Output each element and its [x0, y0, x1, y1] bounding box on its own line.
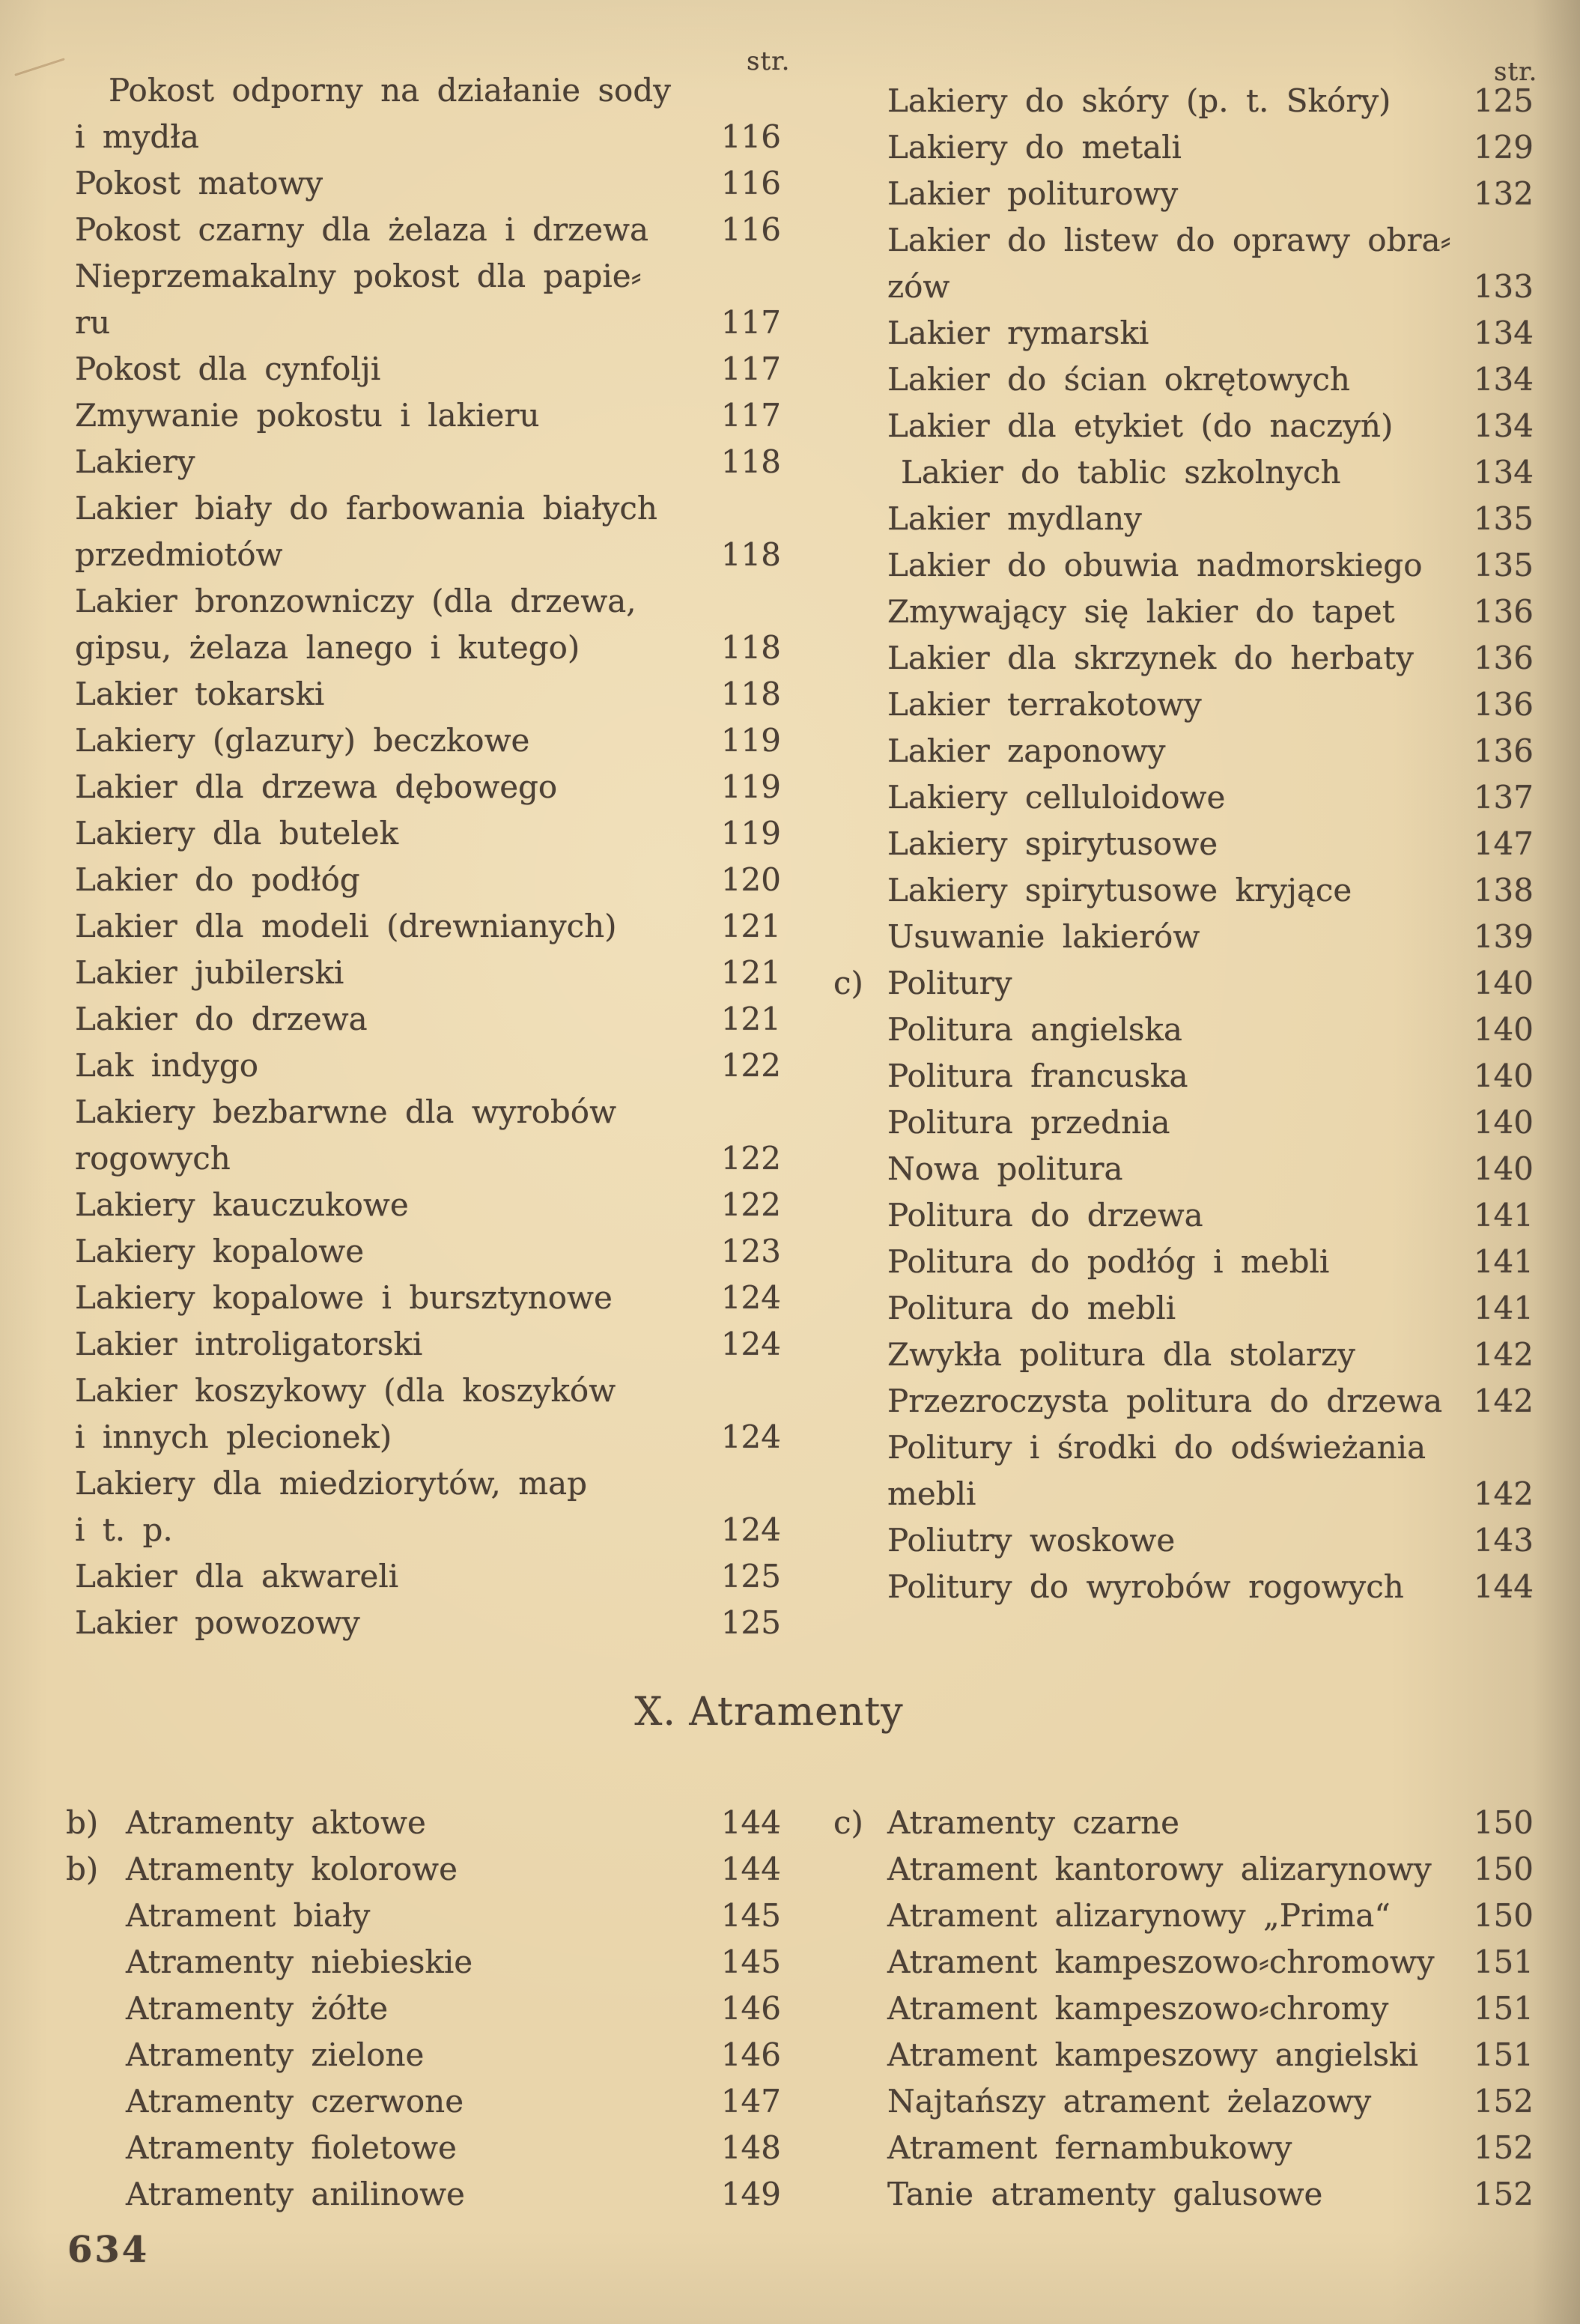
toc-entry-line — [75, 392, 781, 439]
entry-page-number: 140 — [1473, 1104, 1534, 1141]
entry-page-number: 147 — [1473, 825, 1534, 862]
entry-text: Lakier do ścian okrętowych — [887, 361, 1350, 398]
entry-page-number: 145 — [720, 1897, 781, 1934]
toc-entry-line — [833, 2032, 1534, 2078]
entry-text: Lakiery kauczukowe — [75, 1186, 409, 1223]
entry-text: Atrament biały — [126, 1897, 371, 1934]
entry-page-number: 116 — [720, 165, 781, 201]
entry-text: Lakier koszykowy (dla koszyków — [75, 1372, 616, 1409]
paper-scratch-mark — [14, 58, 65, 76]
entry-page-number: 145 — [720, 1944, 781, 1980]
toc-entry-line — [75, 1321, 781, 1368]
toc-entry-line — [75, 1553, 781, 1600]
toc-entry-line — [66, 1800, 781, 1846]
entry-page-number: 138 — [1473, 872, 1534, 908]
entry-text: Lakiery do metali — [887, 129, 1182, 166]
toc-entry-line — [833, 1285, 1534, 1332]
toc-entry-line — [833, 635, 1534, 682]
entry-page-number: 118 — [720, 536, 781, 573]
entry-page-number: 135 — [1473, 547, 1534, 583]
toc-entry-line — [833, 1425, 1534, 1471]
toc-entry-line — [75, 717, 781, 764]
entry-text: Pokost odporny na działanie sody — [109, 72, 671, 109]
toc-entry-line — [75, 532, 781, 578]
entry-text: zów — [887, 268, 950, 305]
entry-page-number: 134 — [1473, 454, 1534, 491]
entry-text: Politura do mebli — [887, 1290, 1176, 1326]
section-title: X. Atramenty — [634, 1690, 904, 1735]
entry-page-number: 119 — [720, 722, 781, 759]
entry-page-number: 118 — [720, 676, 781, 712]
entry-page-number: 143 — [1473, 1522, 1534, 1559]
entry-page-number: 151 — [1473, 1990, 1534, 2027]
entry-page-number: 124 — [720, 1419, 781, 1455]
entry-text: Lakier do listew do oprawy obra⸗ — [887, 222, 1451, 258]
entry-text: Lakier dla skrzynek do herbaty — [887, 640, 1414, 676]
toc-entry-line — [75, 1043, 781, 1089]
entry-text: ru — [75, 304, 111, 341]
toc-entry-line — [75, 346, 781, 392]
toc-entry-line — [75, 67, 781, 114]
toc-entry-line — [66, 1939, 781, 1985]
toc-entry-line — [75, 114, 781, 160]
toc-column-top-right — [833, 78, 1534, 1610]
entry-page-number: 150 — [1473, 1804, 1534, 1841]
toc-entry-line — [75, 1600, 781, 1646]
entry-page-number: 146 — [720, 1990, 781, 2027]
entry-page-number: 116 — [720, 211, 781, 248]
entry-text: Lakier mydlany — [887, 500, 1142, 537]
entry-marker: c) — [833, 965, 863, 1001]
toc-entry-line — [75, 671, 781, 717]
entry-page-number: 141 — [1473, 1290, 1534, 1326]
entry-text: Atramenty żółte — [126, 1990, 389, 2027]
entry-page-number: 124 — [720, 1511, 781, 1548]
entry-text: Atramenty aktowe — [126, 1804, 426, 1841]
toc-entry-line — [833, 217, 1534, 264]
entry-page-number: 118 — [720, 443, 781, 480]
toc-entry-line — [75, 996, 781, 1043]
toc-entry-line — [833, 682, 1534, 728]
entry-page-number: 116 — [720, 118, 781, 155]
toc-entry-line — [833, 728, 1534, 774]
toc-entry-line — [75, 810, 781, 857]
entry-page-number: 140 — [1473, 1150, 1534, 1187]
entry-text: Usuwanie lakierów — [887, 918, 1200, 955]
entry-text: Tanie atramenty galusowe — [887, 2176, 1323, 2212]
entry-page-number: 152 — [1473, 2129, 1534, 2166]
toc-entry-line — [75, 625, 781, 671]
toc-entry-line — [833, 1939, 1534, 1985]
toc-entry-line — [833, 1378, 1534, 1425]
toc-entry-line — [833, 1564, 1534, 1610]
entry-page-number: 136 — [1473, 640, 1534, 676]
toc-entry-line — [75, 1414, 781, 1460]
entry-text: Lakier powozowy — [75, 1604, 360, 1641]
entry-text: i mydła — [75, 118, 199, 155]
entry-text: Zmywanie pokostu i lakieru — [75, 397, 540, 434]
toc-entry-line — [833, 1146, 1534, 1192]
toc-column-bottom-left — [66, 1800, 781, 2218]
entry-text: Atrament alizarynowy „Prima“ — [887, 1897, 1391, 1934]
entry-text: Przezroczysta politura do drzewa — [887, 1383, 1443, 1419]
toc-entry-line — [75, 1460, 781, 1507]
toc-entry-line — [66, 2078, 781, 2125]
toc-entry-line — [833, 1239, 1534, 1285]
entry-text: Politury i środki do odświeżania — [887, 1429, 1426, 1466]
entry-text: Politura francuska — [887, 1058, 1188, 1094]
entry-page-number: 144 — [720, 1804, 781, 1841]
toc-entry-line — [75, 1135, 781, 1182]
toc-entry-line — [833, 171, 1534, 217]
toc-entry-line — [75, 207, 781, 253]
entry-page-number: 136 — [1473, 732, 1534, 769]
entry-text: Atrament kampeszowo⸗chromy — [887, 1990, 1389, 2027]
toc-entry-line — [833, 449, 1534, 496]
entry-page-number: 124 — [720, 1326, 781, 1362]
toc-entry-line — [75, 1368, 781, 1414]
entry-text: Lakier introligatorski — [75, 1326, 423, 1362]
folio-page-number: 634 — [67, 2229, 150, 2271]
entry-page-number: 122 — [720, 1140, 781, 1177]
toc-entry-line — [75, 578, 781, 625]
entry-text: Politura do drzewa — [887, 1197, 1203, 1234]
entry-page-number: 149 — [720, 2176, 781, 2212]
entry-text: Lakier do obuwia nadmorskiego — [887, 547, 1423, 583]
entry-page-number: 119 — [720, 815, 781, 852]
entry-text: Lakiery celluloidowe — [887, 779, 1226, 816]
entry-marker: b) — [66, 1851, 99, 1887]
toc-entry-line — [833, 1053, 1534, 1099]
toc-entry-line — [833, 310, 1534, 357]
toc-entry-line — [75, 300, 781, 346]
entry-page-number: 118 — [720, 629, 781, 666]
toc-entry-line — [833, 774, 1534, 821]
toc-entry-line — [833, 1099, 1534, 1146]
entry-page-number: 142 — [1473, 1383, 1534, 1419]
entry-text: Lakier tokarski — [75, 676, 325, 712]
entry-text: Atrament kampeszowy angielski — [887, 2036, 1418, 2073]
entry-text: Lakiery dla miedziorytów, map — [75, 1465, 588, 1502]
toc-entry-line — [833, 1800, 1534, 1846]
entry-text: Nowa politura — [887, 1150, 1123, 1187]
entry-page-number: 137 — [1473, 779, 1534, 816]
toc-entry-line — [833, 1007, 1534, 1053]
entry-text: Lakier dla modeli (drewnianych) — [75, 908, 617, 944]
entry-page-number: 124 — [720, 1279, 781, 1316]
entry-page-number: 142 — [1473, 1475, 1534, 1512]
toc-entry-line — [75, 1275, 781, 1321]
page-column-header-left: str. — [747, 46, 791, 76]
toc-entry-line — [75, 764, 781, 810]
entry-page-number: 150 — [1473, 1851, 1534, 1887]
toc-entry-line — [75, 1089, 781, 1135]
entry-text: Atramenty zielone — [126, 2036, 425, 2073]
entry-text: Pokost matowy — [75, 165, 323, 201]
entry-page-number: 134 — [1473, 315, 1534, 351]
entry-text: Lakiery — [75, 443, 195, 480]
entry-text: Lakier politurowy — [887, 175, 1179, 212]
entry-text: Atramenty czerwone — [126, 2083, 464, 2120]
toc-entry-line — [66, 1846, 781, 1893]
entry-page-number: 150 — [1473, 1897, 1534, 1934]
entry-text: Pokost czarny dla żelaza i drzewa — [75, 211, 649, 248]
entry-text: Lakier dla drzewa dębowego — [75, 768, 558, 805]
entry-text: Lakier do tablic szkolnych — [901, 454, 1341, 491]
entry-page-number: 134 — [1473, 407, 1534, 444]
entry-page-number: 139 — [1473, 918, 1534, 955]
entry-page-number: 146 — [720, 2036, 781, 2073]
entry-text: i t. p. — [75, 1511, 173, 1548]
entry-text: Lak indygo — [75, 1047, 259, 1084]
entry-marker: b) — [66, 1804, 99, 1841]
toc-entry-line — [833, 264, 1534, 310]
entry-page-number: 117 — [720, 397, 781, 434]
entry-page-number: 134 — [1473, 361, 1534, 398]
entry-text: Atramenty anilinowe — [126, 2176, 465, 2212]
entry-text: Zmywający się lakier do tapet — [887, 593, 1395, 630]
toc-entry-line — [833, 1985, 1534, 2032]
entry-text: Lakier jubilerski — [75, 954, 344, 991]
toc-entry-line — [833, 496, 1534, 542]
entry-text: Atramenty czarne — [887, 1804, 1180, 1841]
entry-text: Atrament kampeszowo⸗chromowy — [887, 1944, 1435, 1980]
entry-text: przedmiotów — [75, 536, 283, 573]
entry-text: Atramenty kolorowe — [126, 1851, 458, 1887]
entry-text: Atramenty niebieskie — [126, 1944, 473, 1980]
toc-entry-line — [833, 2171, 1534, 2218]
entry-text: mebli — [887, 1475, 976, 1512]
toc-entry-line — [833, 1517, 1534, 1564]
entry-page-number: 133 — [1473, 268, 1534, 305]
entry-text: Lakier dla akwareli — [75, 1558, 399, 1595]
toc-entry-line — [833, 1846, 1534, 1893]
toc-column-top-left — [75, 67, 781, 1646]
toc-entry-line — [66, 2032, 781, 2078]
toc-entry-line — [833, 78, 1534, 124]
entry-text: Lakiery spirytusowe — [887, 825, 1218, 862]
toc-entry-line — [833, 589, 1534, 635]
entry-text: rogowych — [75, 1140, 231, 1177]
entry-page-number: 123 — [720, 1233, 781, 1269]
entry-text: gipsu, żelaza lanego i kutego) — [75, 629, 580, 666]
entry-page-number: 121 — [720, 1001, 781, 1037]
toc-entry-line — [833, 821, 1534, 867]
entry-text: Politury do wyrobów rogowych — [887, 1568, 1404, 1605]
entry-page-number: 119 — [720, 768, 781, 805]
toc-entry-line — [75, 1507, 781, 1553]
entry-page-number: 121 — [720, 908, 781, 944]
entry-page-number: 129 — [1473, 129, 1534, 166]
entry-text: Najtańszy atrament żelazowy — [887, 2083, 1372, 2120]
entry-page-number: 117 — [720, 304, 781, 341]
entry-page-number: 125 — [1473, 82, 1534, 119]
entry-text: Lakier dla etykiet (do naczyń) — [887, 407, 1394, 444]
entry-text: Lakier do podłóg — [75, 861, 360, 898]
entry-text: Nieprzemakalny pokost dla papie⸗ — [75, 258, 642, 294]
entry-text: Poliutry woskowe — [887, 1522, 1176, 1559]
toc-entry-line — [75, 950, 781, 996]
entry-page-number: 132 — [1473, 175, 1534, 212]
toc-entry-line — [75, 439, 781, 485]
page-column-header-right: str. — [1494, 57, 1538, 87]
entry-text: Politura angielska — [887, 1011, 1182, 1048]
entry-page-number: 144 — [1473, 1568, 1534, 1605]
toc-entry-line — [833, 542, 1534, 589]
entry-text: Zwykła politura dla stolarzy — [887, 1336, 1355, 1373]
toc-entry-line — [833, 867, 1534, 914]
entry-text: Politura przednia — [887, 1104, 1170, 1141]
entry-page-number: 121 — [720, 954, 781, 991]
entry-page-number: 140 — [1473, 965, 1534, 1001]
entry-text: Lakier biały do farbowania białych — [75, 490, 657, 527]
entry-text: Atrament fernambukowy — [887, 2129, 1292, 2166]
entry-text: i innych plecionek) — [75, 1419, 392, 1455]
entry-text: Lakier terrakotowy — [887, 686, 1202, 723]
toc-entry-line — [833, 2078, 1534, 2125]
toc-entry-line — [66, 2125, 781, 2171]
toc-entry-line — [75, 485, 781, 532]
toc-entry-line — [833, 403, 1534, 449]
entry-text: Lakier do drzewa — [75, 1001, 368, 1037]
toc-entry-line — [833, 1332, 1534, 1378]
entry-page-number: 136 — [1473, 686, 1534, 723]
entry-page-number: 120 — [720, 861, 781, 898]
toc-entry-line — [75, 160, 781, 207]
entry-page-number: 117 — [720, 351, 781, 387]
entry-page-number: 142 — [1473, 1336, 1534, 1373]
entry-text: Lakiery dla butelek — [75, 815, 399, 852]
entry-page-number: 148 — [720, 2129, 781, 2166]
toc-entry-line — [75, 857, 781, 903]
entry-text: Lakiery bezbarwne dla wyrobów — [75, 1093, 617, 1130]
entry-text: Lakiery kopalowe i bursztynowe — [75, 1279, 613, 1316]
entry-page-number: 147 — [720, 2083, 781, 2120]
toc-entry-line — [66, 2171, 781, 2218]
entry-text: Lakiery spirytusowe kryjące — [887, 872, 1352, 908]
entry-page-number: 122 — [720, 1047, 781, 1084]
toc-entry-line — [833, 960, 1534, 1007]
entry-text: Lakier bronzowniczy (dla drzewa, — [75, 583, 636, 619]
entry-text: Atrament kantorowy alizarynowy — [887, 1851, 1432, 1887]
entry-page-number: 140 — [1473, 1058, 1534, 1094]
entry-text: Politura do podłóg i mebli — [887, 1243, 1330, 1280]
toc-entry-line — [75, 1182, 781, 1228]
entry-page-number: 151 — [1473, 2036, 1534, 2073]
entry-page-number: 144 — [720, 1851, 781, 1887]
toc-entry-line — [833, 914, 1534, 960]
entry-page-number: 125 — [720, 1558, 781, 1595]
toc-entry-line — [833, 2125, 1534, 2171]
entry-text: Lakier rymarski — [887, 315, 1149, 351]
entry-page-number: 136 — [1473, 593, 1534, 630]
toc-entry-line — [66, 1985, 781, 2032]
toc-entry-line — [833, 357, 1534, 403]
entry-text: Politury — [887, 965, 1012, 1001]
toc-entry-line — [833, 124, 1534, 171]
toc-entry-line — [66, 1893, 781, 1939]
entry-text: Lakier zaponowy — [887, 732, 1166, 769]
entry-page-number: 141 — [1473, 1197, 1534, 1234]
entry-page-number: 152 — [1473, 2083, 1534, 2120]
entry-text: Lakiery kopalowe — [75, 1233, 365, 1269]
entry-text: Pokost dla cynfolji — [75, 351, 381, 387]
toc-entry-line — [75, 903, 781, 950]
entry-page-number: 141 — [1473, 1243, 1534, 1280]
toc-column-bottom-right — [833, 1800, 1534, 2218]
entry-marker: c) — [833, 1804, 863, 1841]
toc-entry-line — [75, 1228, 781, 1275]
entry-page-number: 152 — [1473, 2176, 1534, 2212]
toc-entry-line — [833, 1893, 1534, 1939]
entry-text: Atramenty fioletowe — [126, 2129, 457, 2166]
entry-text: Lakiery do skóry (p. t. Skóry) — [887, 82, 1391, 119]
entry-page-number: 135 — [1473, 500, 1534, 537]
entry-page-number: 140 — [1473, 1011, 1534, 1048]
toc-entry-line — [833, 1471, 1534, 1517]
toc-entry-line — [75, 253, 781, 300]
toc-entry-line — [833, 1192, 1534, 1239]
entry-page-number: 151 — [1473, 1944, 1534, 1980]
entry-page-number: 125 — [720, 1604, 781, 1641]
entry-text: Lakiery (glazury) beczkowe — [75, 722, 530, 759]
entry-page-number: 122 — [720, 1186, 781, 1223]
